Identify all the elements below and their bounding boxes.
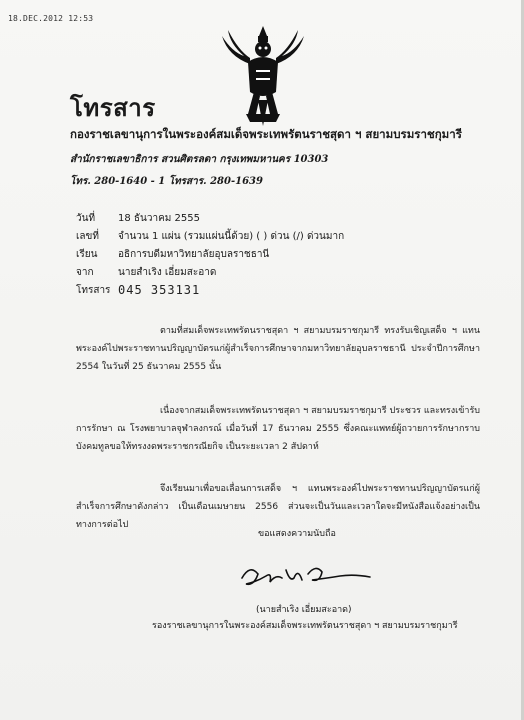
field-value: จำนวน 1 แผ่น (รวมแผ่นนี้ด้วย) ( ) ด่วน (/) ด่วนมาก <box>118 230 345 242</box>
header-fields <box>76 209 496 299</box>
document-title: โทรสาร <box>70 93 156 122</box>
field-label: วันที่ <box>76 212 96 224</box>
field-label: โทรสาร <box>76 284 111 296</box>
field-number <box>76 227 496 245</box>
field-value-handwritten: 045 353131 <box>118 283 201 297</box>
sender-office: กองราชเลขานุการในพระองค์สมเด็จพระเทพรัตนราชสุดา ฯ สยามบรมราชกุมารี <box>70 127 462 141</box>
body-paragraph-3: จึงเรียนมาเพื่อขอเลื่อนการเสด็จ ฯ แทนพระองค์ไปพระราชทานปริญญาบัตรแก่ผู้สำเร็จการศึกษาดังกล่าว เป็นเดือนเมษายน 2556 ส่วนจะเป็นวันและเวลาใดจะมีหนังสือแจ้งอย่างเป็นทางการต่อไป <box>76 484 480 530</box>
body-paragraph-1: ตามที่สมเด็จพระเทพรัตนราชสุดา ฯ สยามบรมราชกุมารี ทรงรับเชิญเสด็จ ฯ แทนพระองค์ไปพระราชทานปริญญาบัตรแก่ผู้สำเร็จการศึกษาจากมหาวิทยาลัยอุบลราชธานี ประจำปีการศึกษา 2554 ในวันที่ 25 ธันวาคม 2555 นั้น <box>76 326 480 372</box>
field-label: จาก <box>76 266 94 278</box>
field-value: นายสำเริง เอี่ยมสะอาด <box>118 266 217 278</box>
field-label: เรียน <box>76 248 98 260</box>
fax-transmission-header: 18.DEC.2012 12:53 <box>8 14 94 23</box>
sender-subdivision: สำนักราชเลขาธิการ สวนศิตรลดา กรุงเทพมหานคร 10303 <box>70 154 329 165</box>
handwritten-signature <box>236 556 376 596</box>
field-date <box>76 209 496 227</box>
field-recipient <box>76 245 496 263</box>
signer-name: (นายสำเริง เอี่ยมสะอาด) <box>256 605 352 615</box>
garuda-emblem-icon <box>218 22 308 130</box>
field-from <box>76 263 496 281</box>
field-value: อธิการบดีมหาวิทยาลัยอุบลราชธานี <box>118 248 270 260</box>
body-paragraph-2: เนื่องจากสมเด็จพระเทพรัตนราชสุดา ฯ สยามบรมราชกุมารี ประชวร และทรงเข้ารับการรักษา ณ โรงพยาบาลจุฬาลงกรณ์ เมื่อวันที่ 17 ธันวาคม 2555 ซึ่งคณะแพทย์ผู้ถวายการรักษากราบบังคมทูลขอให้ทรงงดพระราชกรณียกิจ เป็นระยะเวลา 2 สัปดาห์ <box>76 406 480 452</box>
signer-title: รองราชเลขานุการในพระองค์สมเด็จพระเทพรัตนราชสุดา ฯ สยามบรมราชกุมารี <box>152 621 458 631</box>
field-value: 18 ธันวาคม 2555 <box>118 212 200 224</box>
closing-phrase: ขอแสดงความนับถือ <box>258 529 336 539</box>
field-label: เลขที่ <box>76 230 99 242</box>
sender-contact: โทร. 280-1640 - 1 โทรสาร. 280-1639 <box>70 176 263 187</box>
field-fax-number <box>76 281 496 299</box>
